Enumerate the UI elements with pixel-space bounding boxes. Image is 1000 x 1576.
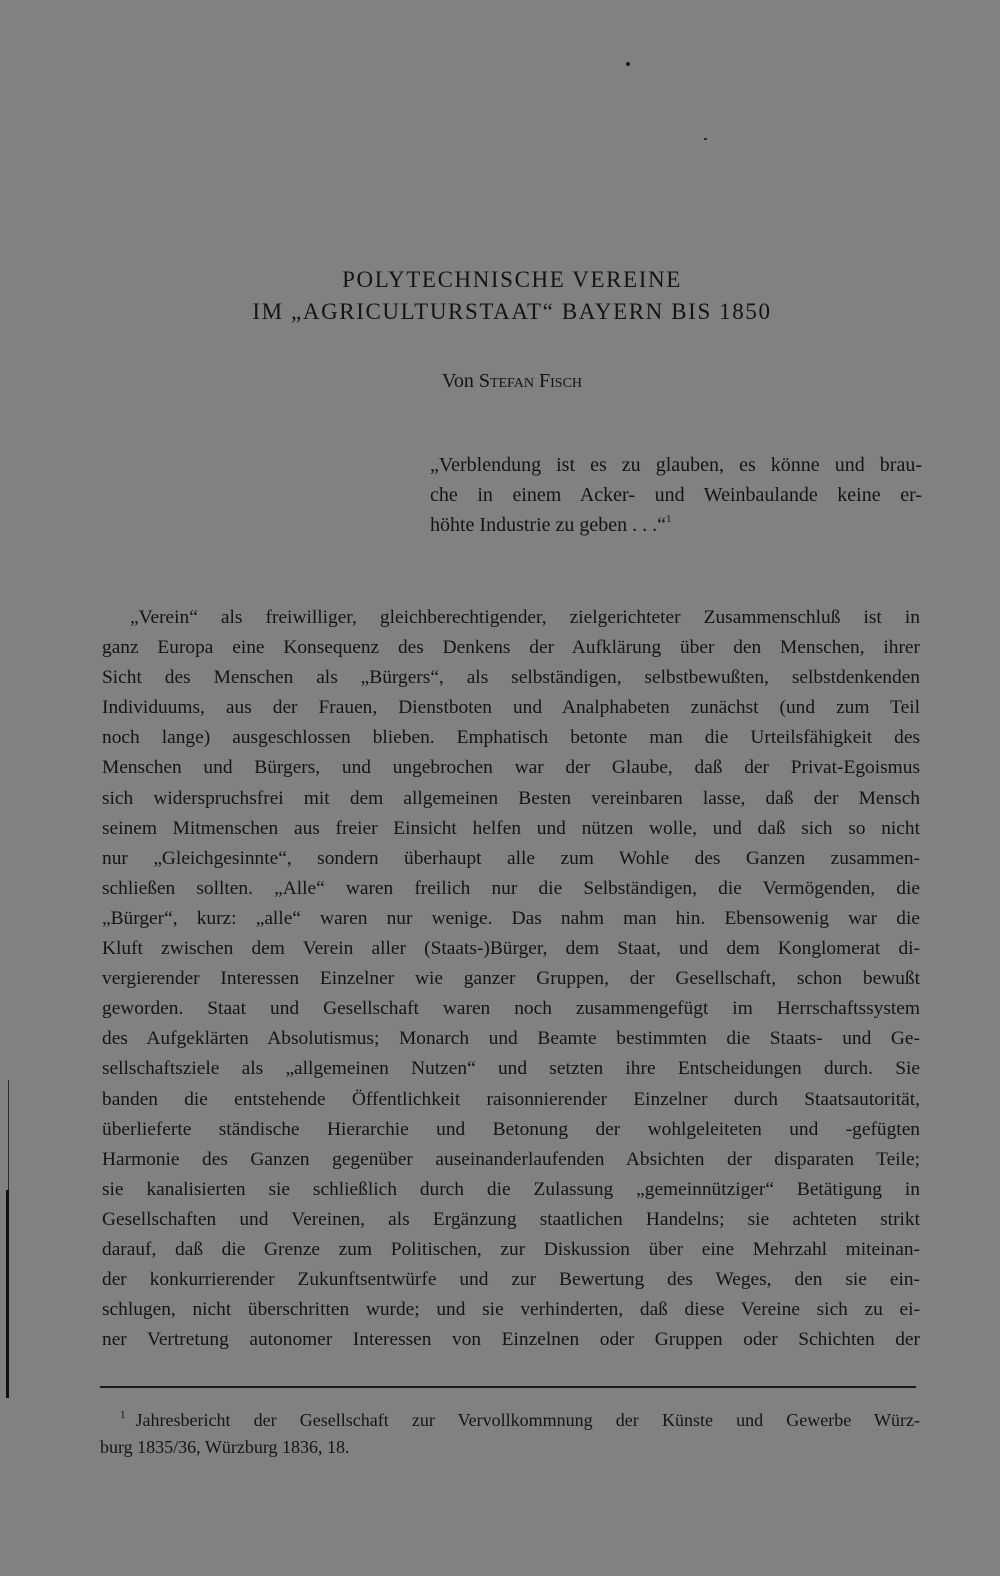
footnote-mark: 1 xyxy=(120,1409,126,1421)
body-line: „Bürger“, kurz: „alle“ waren nur wenige. Das nahm man hin. Ebensowenig war die xyxy=(102,907,920,929)
author-name: Stefan Fisch xyxy=(478,370,583,392)
body-line: darauf, daß die Grenze zum Politischen, zur Diskussion über eine Mehrzahl miteinan- xyxy=(102,1238,920,1260)
epigraph-line: che in einem Acker- und Weinbaulande keine er- xyxy=(430,484,922,506)
body-line: Kluft zwischen dem Verein aller (Staats-)Bürger, dem Staat, und dem Konglomerat di- xyxy=(102,938,920,960)
body-line: Gesellschaften und Vereinen, als Ergänzung staatlichen Handelns; sie achteten strikt xyxy=(102,1208,920,1230)
body-line: der konkurrierender Zukunftsentwürfe und zur Bewertung des Weges, den sie ein- xyxy=(102,1269,920,1291)
footnote-separator xyxy=(100,1386,916,1388)
author-prefix: Von xyxy=(441,370,479,392)
footnote-line: burg 1835/36, Würzburg 1836, 18. xyxy=(100,1437,350,1457)
body-line: sich widerspruchsfrei mit dem allgemeinen Besten vereinbaren lasse, daß der Mensch xyxy=(102,787,920,809)
body-paragraph xyxy=(102,603,920,1355)
footnote-reference: 1 xyxy=(666,513,672,525)
body-line: „Verein“ als freiwilliger, gleichberechtigender, zielgerichteter Zusammenschluß ist in xyxy=(130,607,920,628)
body-line: Sicht des Menschen als „Bürgers“, als selbständigen, selbstbewußten, selbstdenkenden xyxy=(102,667,920,689)
body-line: noch lange) ausgeschlossen blieben. Emphatisch betonte man die Urteilsfähigkeit des xyxy=(102,727,920,749)
footnote xyxy=(100,1402,920,1461)
scan-speck xyxy=(704,138,707,140)
body-line: ner Vertretung autonomer Interessen von Einzelnen oder Gruppen oder Schichten der xyxy=(102,1329,920,1351)
body-line: seinem Mitmenschen aus freier Einsicht helfen und nützen wolle, und daß sich so nicht xyxy=(102,817,920,839)
epigraph xyxy=(430,450,922,540)
scan-speck xyxy=(626,62,630,66)
author-byline xyxy=(0,368,1000,394)
footnote-text: Jahresbericht der Gesellschaft zur Vervollkommnung der Künste und Gewerbe Würz- xyxy=(135,1410,920,1430)
epigraph-line-text: höhte Industrie zu geben . . .“ xyxy=(430,514,667,536)
body-line: schlugen, nicht überschritten wurde; und sie verhinderten, daß diese Vereine sich zu ei- xyxy=(102,1299,920,1321)
body-line: vergierender Interessen Einzelner wie ganzer Gruppen, der Gesellschaft, schon bewußt xyxy=(102,968,920,990)
body-line: des Aufgeklärten Absolutismus; Monarch und Beamte bestimmten die Staats- und Ge- xyxy=(102,1028,920,1050)
body-line: überlieferte ständische Hierarchie und Betonung der wohlgeleiteten und -gefügten xyxy=(102,1118,920,1140)
footnote-line xyxy=(100,1402,920,1434)
body-line: schließen sollten. „Alle“ waren freilich nur die Selbständigen, die Vermögenden, die xyxy=(102,877,920,899)
title-line-2: IM „AGRICULTURSTAAT“ BAYERN BIS 1850 xyxy=(252,299,772,324)
body-line: geworden. Staat und Gesellschaft waren noch zusammengefügt im Herrschaftssystem xyxy=(102,998,920,1020)
body-line: Menschen und Bürgers, und ungebrochen war der Glaube, daß der Privat-Egoismus xyxy=(102,757,920,779)
scan-margin-line xyxy=(6,1190,9,1398)
body-line: sie kanalisierten sie schließlich durch die Zulassung „gemeinnütziger“ Betätigung in xyxy=(102,1178,920,1200)
body-line: banden die entstehende Öffentlichkeit raisonnierender Einzelner durch Staatsautorität, xyxy=(102,1088,920,1110)
epigraph-line-last xyxy=(430,510,922,540)
body-line: Harmonie des Ganzen gegenüber auseinanderlaufenden Absichten der disparaten Teile; xyxy=(102,1148,920,1170)
body-line: ganz Europa eine Konsequenz des Denkens der Aufklärung über den Menschen, ihrer xyxy=(102,637,920,659)
body-line: Individuums, aus der Frauen, Dienstboten und Analphabeten zunächst (und zum Teil xyxy=(102,697,920,719)
epigraph-line: „Verblendung ist es zu glauben, es könne und brau- xyxy=(430,454,922,476)
body-line: sellschaftsziele als „allgemeinen Nutzen“ und setzten ihre Entscheidungen durch. Sie xyxy=(102,1058,920,1080)
scan-margin-tick xyxy=(8,1080,9,1190)
body-line: nur „Gleichgesinnte“, sondern überhaupt alle zum Wohle des Ganzen zusammen- xyxy=(102,847,920,869)
title-line-1: POLYTECHNISCHE VEREINE xyxy=(342,267,682,292)
